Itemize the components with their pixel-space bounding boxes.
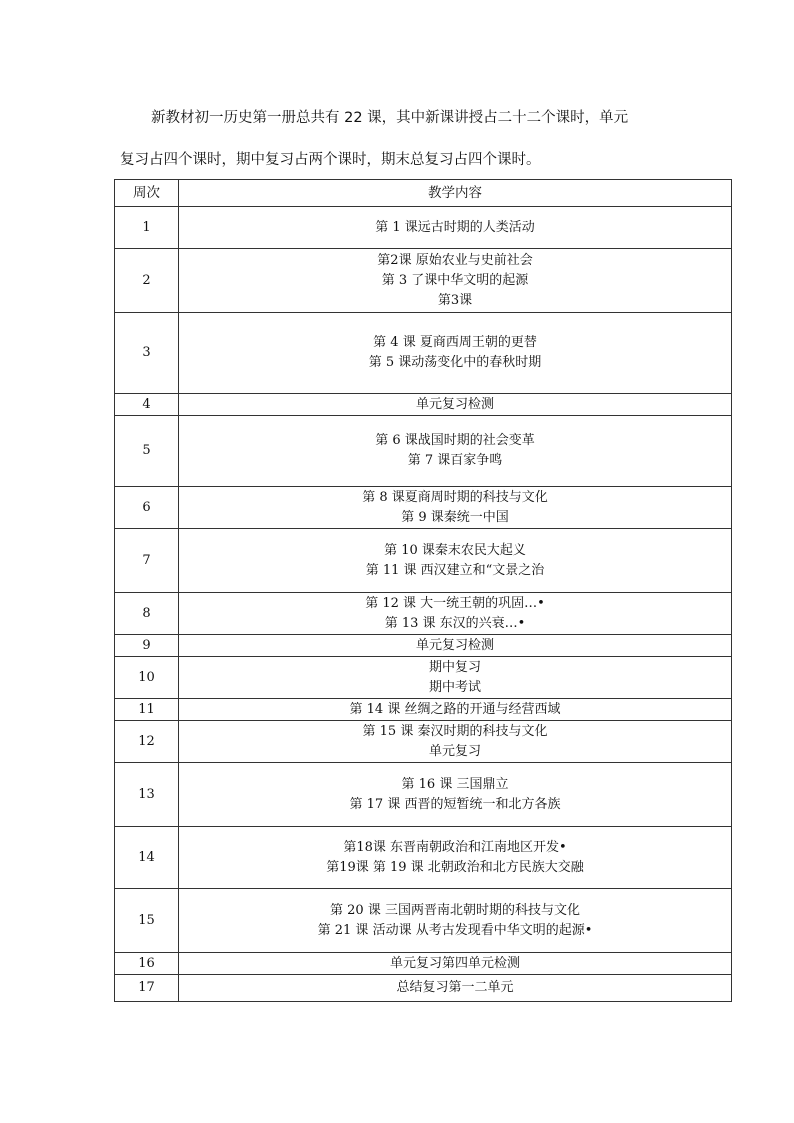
table-row xyxy=(115,763,732,827)
lesson-content xyxy=(179,975,732,1002)
teaching-schedule-table xyxy=(114,179,732,1002)
week-number: 12 xyxy=(115,721,179,763)
lesson-line: 第 8 课夏商周时期的科技与文化 xyxy=(362,489,548,505)
lesson-line: 期中复习 xyxy=(428,659,481,675)
lesson-line: 第 3 了课中华文明的起源 xyxy=(381,272,529,288)
table-row xyxy=(115,487,732,529)
table-row xyxy=(115,889,732,953)
week-number: 11 xyxy=(115,699,179,721)
lesson-line: 第 6 课战国时期的社会变革 xyxy=(375,433,535,448)
table-row xyxy=(115,313,732,394)
header-week: 周次 xyxy=(115,180,179,207)
week-number: 10 xyxy=(115,657,179,699)
lesson-content xyxy=(179,593,732,635)
lesson-content xyxy=(179,657,732,699)
lesson-content xyxy=(179,635,732,657)
table-row xyxy=(115,975,732,1002)
week-number: 3 xyxy=(115,313,179,394)
table-row xyxy=(115,657,732,699)
week-number: 13 xyxy=(115,763,179,827)
lesson-line: 第 21 课 活动课 从考古发现看中华文明的起源• xyxy=(317,922,593,938)
lesson-line: 第 12 课 大一统王朝的巩固…• xyxy=(365,595,545,611)
lesson-content xyxy=(179,487,732,529)
lesson-line: 第 13 课 东汉的兴衰…• xyxy=(384,615,526,631)
lesson-content xyxy=(179,313,732,394)
table-row xyxy=(115,394,732,416)
lesson-line: 第 15 课 秦汉时期的科技与文化 xyxy=(362,723,548,739)
intro-line-1: 新教材初一历史第一册总共有 22 课，其中新课讲授占二十二个课时，单元 xyxy=(151,110,629,126)
lesson-line: 第 11 课 西汉建立和“文景之治 xyxy=(365,562,545,578)
lesson-line: 第 1 课远古时期的人类活动 xyxy=(375,219,535,235)
lesson-line: 总结复习第一二单元 xyxy=(396,980,514,995)
lesson-line: 第 16 课 三国鼎立 xyxy=(401,776,509,792)
lesson-content xyxy=(179,699,732,721)
lesson-line: 第2课 原始农业与史前社会 xyxy=(377,252,533,268)
lesson-line: 第 5 课动荡变化中的春秋时期 xyxy=(368,355,542,370)
lesson-content xyxy=(179,249,732,313)
week-number: 9 xyxy=(115,635,179,657)
week-number: 4 xyxy=(115,394,179,416)
lesson-line: 单元复习检测 xyxy=(415,396,494,412)
lesson-line: 期中考试 xyxy=(428,679,481,695)
lesson-content xyxy=(179,207,732,249)
header-content: 教学内容 xyxy=(179,180,732,207)
table-row xyxy=(115,249,732,313)
week-number: 7 xyxy=(115,529,179,593)
lesson-content xyxy=(179,763,732,827)
table-row xyxy=(115,699,732,721)
lesson-content xyxy=(179,416,732,487)
lesson-content xyxy=(179,529,732,593)
table-body xyxy=(115,207,732,1002)
week-number: 15 xyxy=(115,889,179,953)
table-row xyxy=(115,721,732,763)
lesson-line: 第 17 课 西晋的短暂统一和北方各族 xyxy=(349,796,561,812)
lesson-content xyxy=(179,827,732,889)
week-number: 1 xyxy=(115,207,179,249)
table-row xyxy=(115,635,732,657)
table-row xyxy=(115,416,732,487)
lesson-content xyxy=(179,721,732,763)
lesson-line: 第 4 课 夏商西周王朝的更替 xyxy=(373,335,537,350)
lesson-content xyxy=(179,889,732,953)
table-row xyxy=(115,593,732,635)
week-number: 2 xyxy=(115,249,179,313)
lesson-line: 单元复习第四单元检测 xyxy=(389,955,520,971)
lesson-line: 第 10 课秦末农民大起义 xyxy=(384,542,526,558)
lesson-line: 第 14 课 丝绸之路的开通与经营西域 xyxy=(349,701,561,717)
lesson-content xyxy=(179,953,732,975)
lesson-line: 单元复习 xyxy=(428,743,481,759)
lesson-line: 第 7 课百家争鸣 xyxy=(407,453,503,468)
table-row xyxy=(115,827,732,889)
week-number: 8 xyxy=(115,593,179,635)
table-row xyxy=(115,529,732,593)
lesson-line: 第19课 第 19 课 北朝政治和北方民族大交融 xyxy=(326,859,584,875)
lesson-content xyxy=(179,394,732,416)
week-number: 16 xyxy=(115,953,179,975)
lesson-line: 第18课 东晋南朝政治和江南地区开发• xyxy=(343,839,567,855)
lesson-line: 第3课 xyxy=(437,292,473,308)
week-number: 6 xyxy=(115,487,179,529)
week-number: 14 xyxy=(115,827,179,889)
week-number: 5 xyxy=(115,416,179,487)
table-row xyxy=(115,953,732,975)
table-header-row xyxy=(115,180,732,207)
lesson-line: 第 20 课 三国两晋南北朝时期的科技与文化 xyxy=(330,902,580,918)
table-row xyxy=(115,207,732,249)
lesson-line: 单元复习检测 xyxy=(415,637,494,653)
week-number: 17 xyxy=(115,975,179,1002)
lesson-line: 第 9 课秦统一中国 xyxy=(401,509,509,525)
intro-line-2: 复习占四个课时，期中复习占两个课时，期末总复习占四个课时。 xyxy=(120,152,541,168)
